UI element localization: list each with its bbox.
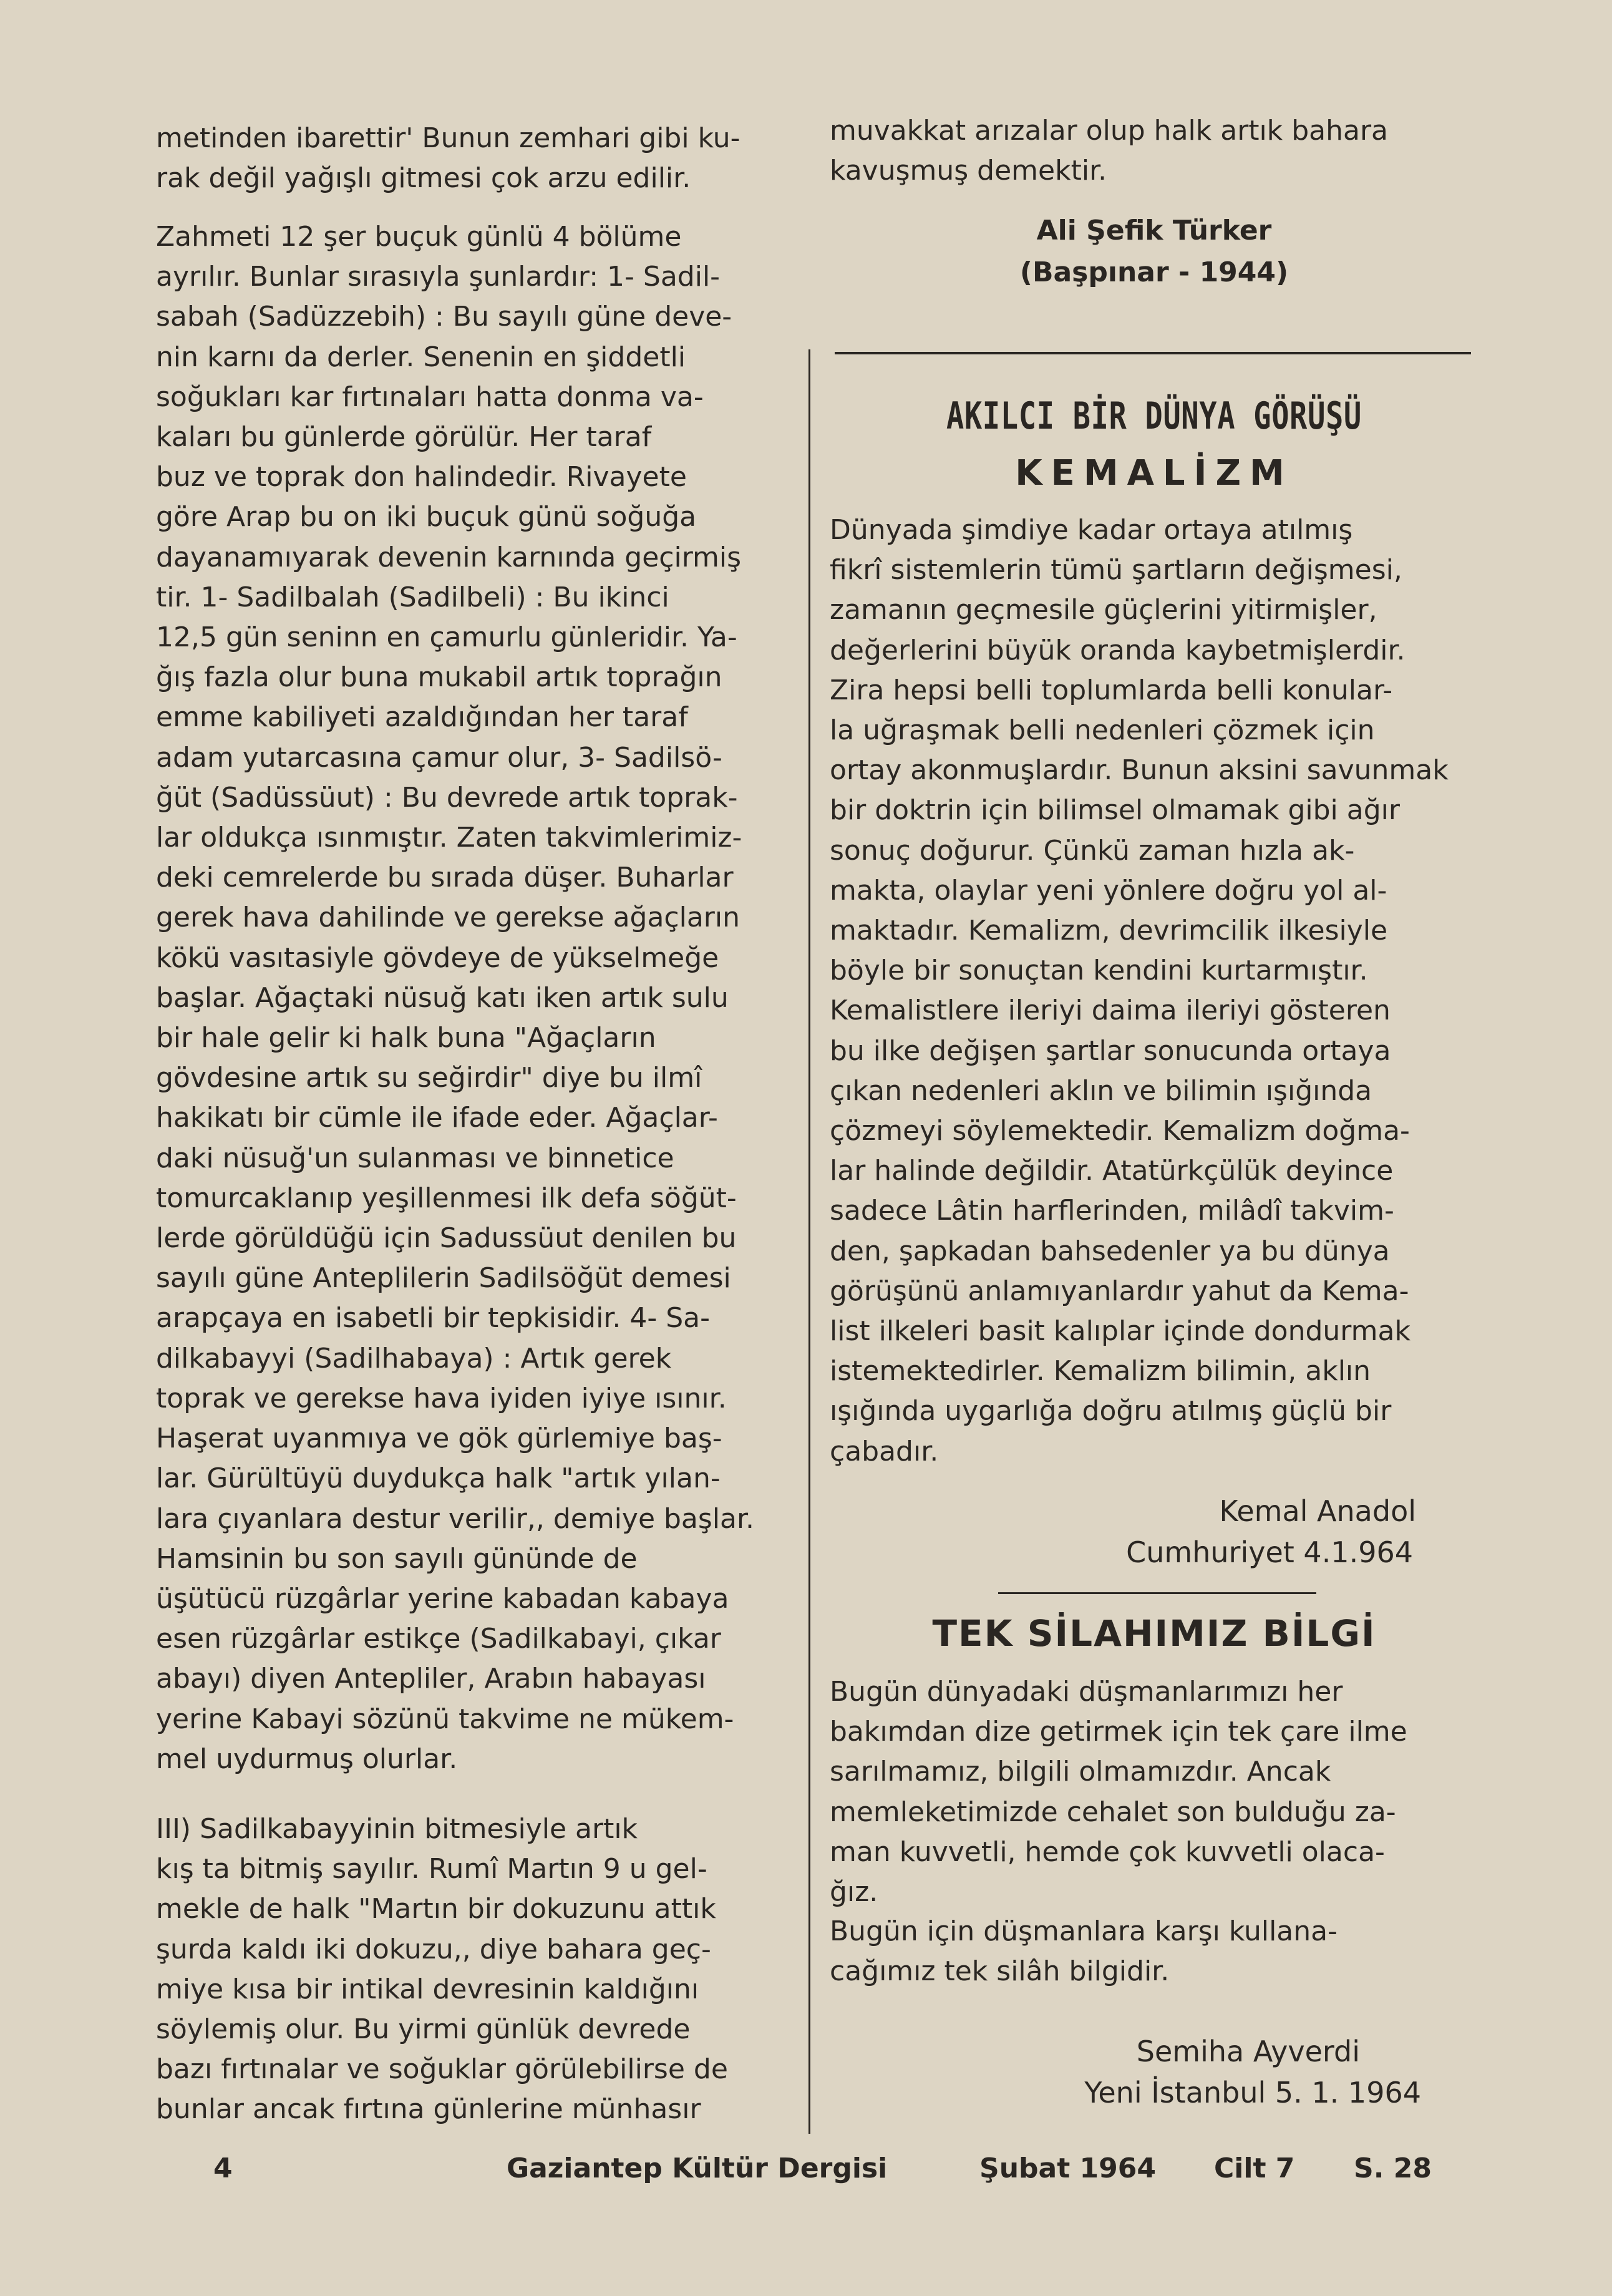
article-3-title: TEK SİLAHIMIZ BİLGİ [932,1612,1376,1655]
column-divider [808,349,810,2134]
author-1-name: Ali Şefik Türker [1036,215,1272,246]
journal-name: Gaziantep Kültür Dergisi [507,2152,888,2184]
section-rule-2 [998,1592,1316,1594]
page-number: 4 [213,2152,233,2184]
left-paragraph-2: Zahmeti 12 şer buçuk günlü 4 bölüme ayrılır. Bunlar sırasıyla şunlardır: 1- Sadil- sabah (Sadüzzebih) : Bu sayılı güne deve- nin karnı da derler. Senenin en şiddetli soğukları kar fırtınaları hatta donma va- kaları bu günlerde görülür. Her taraf buz ve toprak don halindedir. Rivayete göre Arap bu on iki buçuk günü soğuğa dayanamıyarak devenin karnında geçirmiş tir. 1- Sadilbalah (Sadilbeli) : Bu ikinci 12,5 gün seninn en çamurlu günleridir. Ya- ğış fazla olur buna mukabil artık toprağın emme kabiliyeti azaldığından her taraf adam yutarcasına çamur olur, 3- Sadilsö- ğüt (Sadüssüut) : Bu devrede artık toprak- lar oldukça ısınmıştır. Zaten takvimlerimiz- deki cemrelerde bu sırada düşer. Buharlar gerek hava dahilinde ve gerekse ağaçların kökü vasıtasiyle gövdeye de yükselmeğe başlar. Ağaçtaki nüsuğ katı iken artık sulu bir hale gelir ki halk buna "Ağaçların gövdesine artık su seğirdir" diye bu ilmî hakikatı bir cümle ile ifade eder. Ağaçlar- daki nüsuğ'un sulanması ve binnetice tomurcaklanıp yeşillenmesi ilk defa söğüt- lerde görüldüğü için Sadussüut denilen bu sayılı güne Anteplilerin Sadilsöğüt demesi arapçaya en isabetli bir tepkisidir. 4- Sa- dilkabayyi (Sadilhabaya) : Artık gerek toprak ve gerekse hava iyiden iyiye ısınır. Haşerat uyanmıya ve gök gürlemiye baş- lar. Gürültüyü duydukça halk "artık yılan- lara çıyanlara destur verilir,, demiye başlar. Hamsinin bu son sayılı gününde de üşütücü rüzgârlar yerine kabadan kabaya esen rüzgârlar estikçe (Sadilkabayi, çıkar abayı) diyen Antepliler, Arabın habayası yerine Kabayi sözünü takvime ne mükem- mel uydurmuş olurlar. [156,221,755,1775]
article-2-body: Dünyada şimdiye kadar ortaya atılmış fikrî sistemlerin tümü şartların değişmesi, zamanın geçmesile güçlerini yitirmişler, değerlerini büyük oranda kaybetmişlerdir. Zira hepsi belli toplumlarda belli konular- la uğraşmak belli nedenleri çözmek için ortay akonmuşlardır. Bunun aksini savunmak bir doktrin için bilimsel olmamak gibi ağır sonuç doğurur. Çünkü zaman hızla ak- makta, olaylar yeni yönlere doğru yol al- maktadır. Kemalizm, devrimcilik ilkesiyle böyle bir sonuçtan kendini kurtarmıştır. Kemalistlere ileriyi daima ileriyi gösteren bu ilke değişen şartlar sonucunda ortaya çıkan nedenleri aklın ve bilimin ışığında çözmeyi söylemektedir. Kemalizm doğma- lar halinde değildir. Atatürkçülük deyince sadece Lâtin harflerinden, milâdî takvim- den, şapkadan bahsedenler ya bu dünya görüşünü anlamıyanlardır yahut da Kema- list ilkeleri basit kalıplar içinde dondurmak istemektedirler. Kemalizm bilimin, aklın ışığında uygarlığa doğru atılmış güçlü bir çabadır. [830,514,1449,1467]
article-2-title: AKILCI BİR DÜNYA GÖRÜŞÜ [946,394,1362,438]
issue-date: Şubat 1964 [979,2152,1157,2184]
author-3-source: Yeni İstanbul 5. 1. 1964 [1084,2076,1421,2109]
author-1-source: (Başpınar - 1944) [1019,256,1289,288]
left-paragraph-1: metinden ibarettir' Bunun zemhari gibi ku- rak değil yağışlı gitmesi çok arzu edilir. [156,122,740,195]
volume-number: Cilt 7 [1214,2152,1295,2184]
author-2-name: Kemal Anadol [1219,1494,1416,1528]
article-3-body-1: Bugün dünyadaki düşmanlarımızı her bakımdan dize getirmek için tek çare ilme sarılmamız, bilgili olmamızdır. Ancak memleketimizde cehalet son bulduğu za- man kuvvetli, hemde çok kuvvetli olaca- ğız. [830,1676,1407,1909]
section-rule-1 [835,352,1471,354]
author-2-source: Cumhuriyet 4.1.964 [1126,1535,1413,1569]
left-paragraph-3: III) Sadilkabayyinin bitmesiyle artık kış ta bitmiş sayılır. Rumî Martın 9 u gel- mekle de halk "Martın bir dokuzunu attık şurda kaldı iki dokuzu,, diye bahara geç- miye kısa bir intikal devresinin kaldığını söylemiş olur. Bu yirmi günlük devrede bazı fırtınalar ve soğuklar görülebilirse de bunlar ancak fırtına günlerine münhasır [156,1813,728,2126]
article-2-subtitle: KEMALİZM [1015,453,1293,494]
right-paragraph-top: muvakkat arızalar olup halk artık bahara kavuşmuş demektir. [830,115,1389,187]
issue-number: S. 28 [1354,2152,1432,2184]
author-3-name: Semiha Ayverdi [1136,2035,1360,2068]
article-3-body-2: Bugün için düşmanlara karşı kullana- cağımız tek silâh bilgidir. [830,1915,1338,1988]
